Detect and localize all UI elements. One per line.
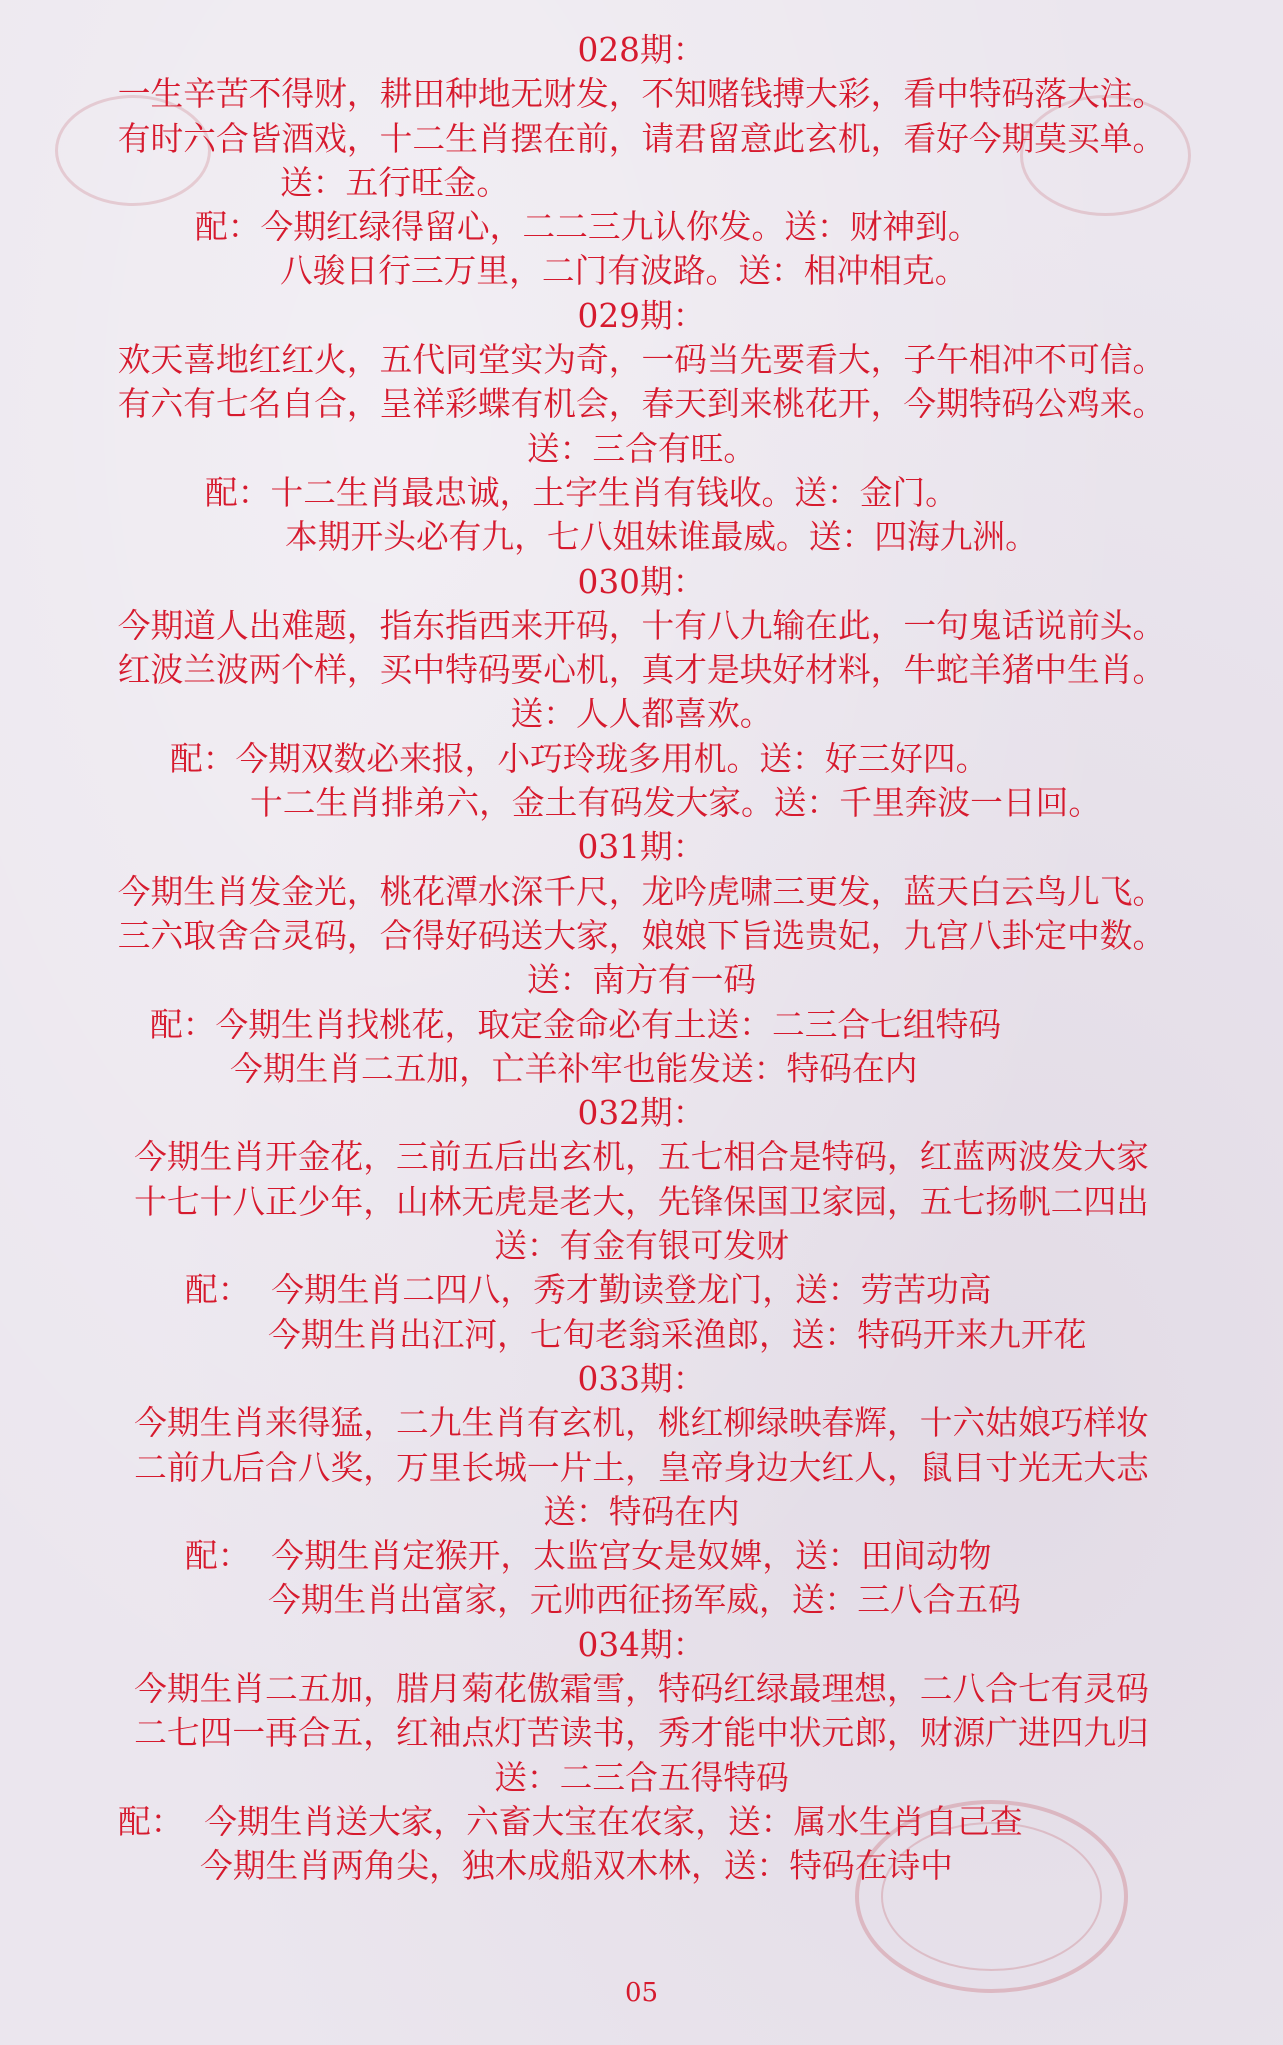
pair-line: 十二生肖排弟六，金土有码发大家。送：千里奔波一日回。: [250, 784, 1102, 823]
verse-line: 今期道人出难题，指东指西来开码，十有八九输在此，一句鬼话说前头。: [117, 606, 1166, 645]
issue-title: 034期：: [577, 1625, 706, 1664]
pair-line: 配： 今期生肖送大家，六畜大宝在农家，送：属水生肖自己查: [118, 1802, 1023, 1841]
issue-031: [0, 825, 1283, 1091]
pair-line: 今期生肖两角尖，独木成船双木林，送：特码在诗中: [200, 1847, 953, 1886]
pair-line: 配：今期双数必来报，小巧玲珑多用机。送：好三好四。: [170, 739, 989, 778]
issue-033: [0, 1357, 1283, 1623]
pair-line: 今期生肖出江河，七旬老翁采渔郎，送：特码开来九开花: [268, 1315, 1087, 1354]
pair-line: 配： 今期生肖定猴开，太监宫女是奴婢，送：田间动物: [185, 1537, 992, 1576]
issue-029: [0, 294, 1283, 560]
pair-line: 配：今期生肖找桃花，取定金命必有土送：二三合七组特码: [150, 1005, 1002, 1044]
pair-line: 本期开头必有九，七八姐妹谁最威。送：四海九洲。: [285, 518, 1038, 557]
prediction-document: [0, 28, 1283, 1888]
verse-line: 三六取舍合灵码，合得好码送大家，娘娘下旨选贵妃，九宫八卦定中数。: [117, 916, 1166, 955]
verse-line: 欢天喜地红红火，五代同堂实为奇，一码当先要看大，子午相冲不可信。: [117, 341, 1166, 380]
verse-line: 今期生肖开金花，三前五后出玄机，五七相合是特码，红蓝两波发大家: [134, 1138, 1149, 1177]
send-line: 送：特码在内: [543, 1492, 740, 1531]
issue-title: 029期：: [577, 296, 706, 335]
verse-line: 十七十八正少年，山林无虎是老大，先锋保国卫家园，五七扬帆二四出: [134, 1182, 1149, 1221]
issue-title: 032期：: [577, 1094, 706, 1133]
issue-028: [0, 28, 1283, 294]
send-line: 送：南方有一码: [526, 961, 757, 1000]
issue-title: 031期：: [577, 828, 706, 867]
verse-line: 有时六合皆酒戏，十二生肖摆在前，请君留意此玄机，看好今期莫买单。: [117, 119, 1166, 158]
issue-title: 033期：: [577, 1359, 706, 1398]
verse-line: 一生辛苦不得财，耕田种地无财发，不知赌钱搏大彩，看中特码落大注。: [117, 75, 1166, 114]
pair-line: 今期生肖出富家，元帅西征扬军威，送：三八合五码: [268, 1581, 1021, 1620]
issue-032: [0, 1091, 1283, 1357]
pair-line: 配： 今期生肖二四八，秀才勤读登龙门，送：劳苦功高: [185, 1271, 992, 1310]
send-line: 送：二三合五得特码: [494, 1758, 789, 1797]
send-line: 送：人人都喜欢。: [510, 695, 773, 734]
verse-line: 二前九后合八奖，万里长城一片土，皇帝身边大红人，鼠目寸光无大志: [134, 1448, 1149, 1487]
issue-title: 028期：: [577, 31, 706, 69]
verse-line: 今期生肖来得猛，二九生肖有玄机，桃红柳绿映春辉，十六姑娘巧样妆: [134, 1404, 1149, 1443]
pair-line: 配：十二生肖最忠诚，土字生肖有钱收。送：金门。: [205, 473, 958, 512]
page-number: 05: [624, 1978, 659, 2008]
verse-line: 红波兰波两个样，买中特码要心机，真才是块好材料，牛蛇羊猪中生肖。: [117, 651, 1166, 690]
pair-line: 配：今期红绿得留心，二二三九认你发。送：财神到。: [195, 208, 981, 247]
issue-title: 030期：: [577, 562, 706, 601]
send-line: 送：三合有旺。: [526, 429, 757, 468]
verse-line: 今期生肖发金光，桃花潭水深千尺，龙吟虎啸三更发，蓝天白云鸟儿飞。: [117, 872, 1166, 911]
send-line: 送：有金有银可发财: [494, 1227, 789, 1266]
send-line: 送：五行旺金。: [280, 163, 510, 202]
verse-line: 有六有七名自合，呈祥彩蝶有机会，春天到来桃花开，今期特码公鸡来。: [117, 385, 1166, 424]
issue-030: [0, 560, 1283, 826]
pair-line: 今期生肖二五加，亡羊补牢也能发送：特码在内: [230, 1049, 918, 1088]
verse-line: 今期生肖二五加，腊月菊花傲霜雪，特码红绿最理想，二八合七有灵码: [134, 1669, 1149, 1708]
verse-line: 二七四一再合五，红袖点灯苦读书，秀才能中状元郎，财源广进四九归: [134, 1714, 1149, 1753]
issue-034: [0, 1623, 1283, 1889]
pair-line: 八骏日行三万里，二门有波路。送：相冲相克。: [280, 252, 968, 291]
